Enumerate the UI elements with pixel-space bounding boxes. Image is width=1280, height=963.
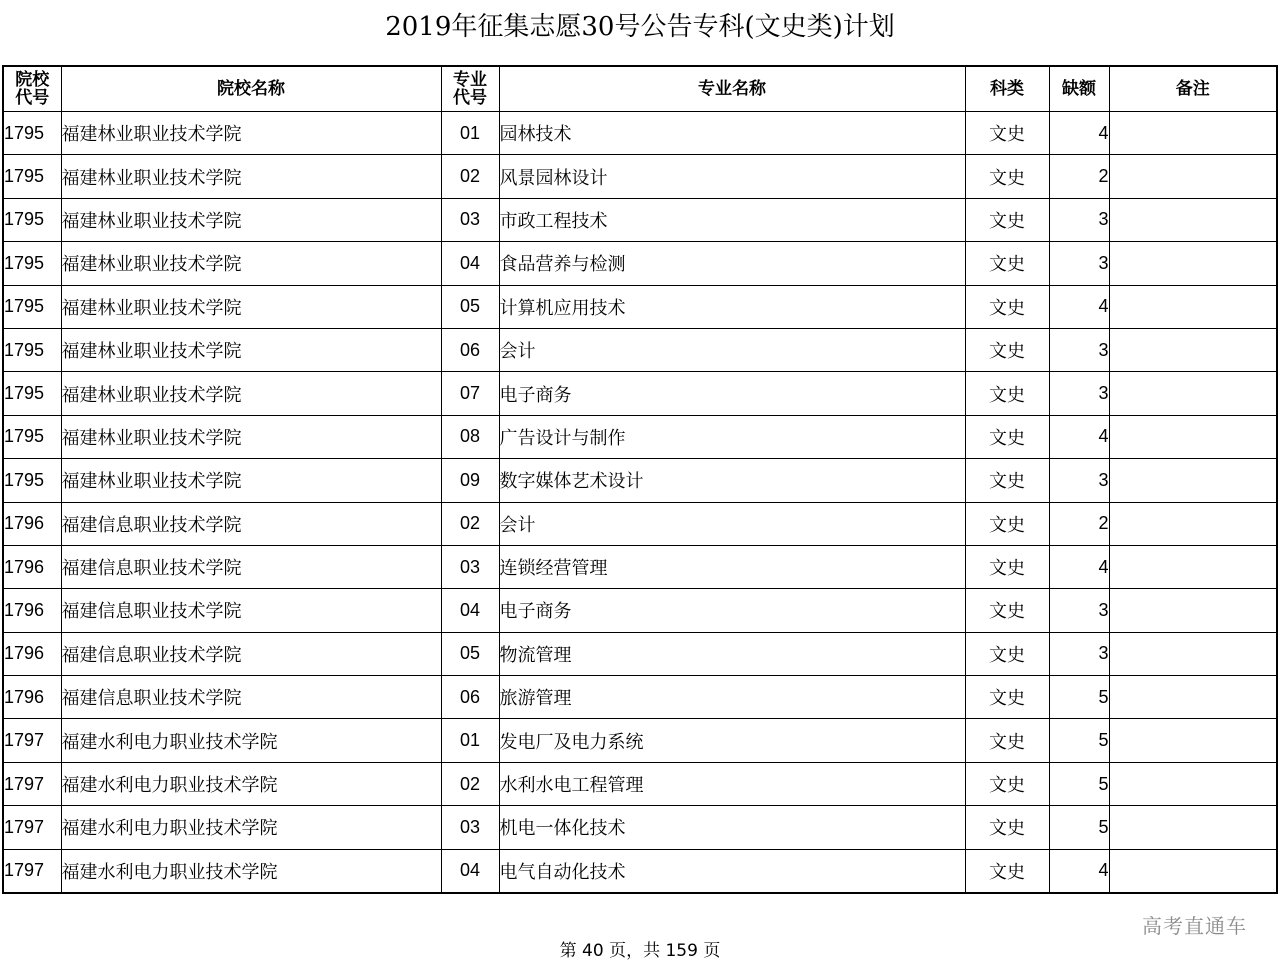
cell-major-name: 广告设计与制作 [499, 415, 965, 458]
cell-note [1109, 155, 1277, 198]
cell-school-name: 福建信息职业技术学院 [61, 545, 441, 588]
cell-major-name: 水利水电工程管理 [499, 762, 965, 805]
cell-school-name: 福建林业职业技术学院 [61, 242, 441, 285]
cell-major-name: 机电一体化技术 [499, 806, 965, 849]
cell-major-code: 06 [441, 676, 499, 719]
cell-quota: 5 [1049, 806, 1109, 849]
cell-subject: 文史 [965, 849, 1049, 893]
table-row [3, 372, 1277, 415]
cell-quota: 3 [1049, 328, 1109, 371]
header-major-code [441, 66, 499, 112]
table-row [3, 242, 1277, 285]
cell-major-code: 05 [441, 632, 499, 675]
cell-quota: 5 [1049, 676, 1109, 719]
cell-subject: 文史 [965, 328, 1049, 371]
header-major-code-line2: 代号 [453, 88, 487, 108]
cell-subject: 文史 [965, 719, 1049, 762]
cell-subject: 文史 [965, 242, 1049, 285]
cell-major-name: 电子商务 [499, 589, 965, 632]
cell-note [1109, 806, 1277, 849]
cell-quota: 2 [1049, 502, 1109, 545]
cell-school-code: 1795 [3, 198, 61, 241]
cell-subject: 文史 [965, 676, 1049, 719]
cell-major-name: 会计 [499, 502, 965, 545]
cell-school-name: 福建水利电力职业技术学院 [61, 849, 441, 893]
cell-subject: 文史 [965, 415, 1049, 458]
cell-school-name: 福建信息职业技术学院 [61, 632, 441, 675]
cell-subject: 文史 [965, 632, 1049, 675]
enrollment-plan-table [2, 65, 1278, 894]
header-major-code-line1: 专业 [453, 70, 487, 90]
cell-major-code: 09 [441, 459, 499, 502]
cell-note [1109, 545, 1277, 588]
cell-subject: 文史 [965, 806, 1049, 849]
cell-major-name: 电子商务 [499, 372, 965, 415]
cell-school-code: 1795 [3, 415, 61, 458]
cell-major-code: 02 [441, 155, 499, 198]
cell-school-name: 福建林业职业技术学院 [61, 415, 441, 458]
cell-major-name: 食品营养与检测 [499, 242, 965, 285]
cell-quota: 3 [1049, 589, 1109, 632]
cell-major-name: 市政工程技术 [499, 198, 965, 241]
cell-quota: 3 [1049, 242, 1109, 285]
header-school-code-line1: 院校 [15, 70, 50, 90]
cell-school-name: 福建水利电力职业技术学院 [61, 762, 441, 805]
cell-note [1109, 762, 1277, 805]
cell-quota: 3 [1049, 372, 1109, 415]
table-row [3, 112, 1277, 155]
cell-quota: 4 [1049, 285, 1109, 328]
cell-school-name: 福建林业职业技术学院 [61, 155, 441, 198]
cell-subject: 文史 [965, 155, 1049, 198]
cell-school-code: 1796 [3, 502, 61, 545]
cell-major-code: 04 [441, 589, 499, 632]
cell-school-code: 1795 [3, 155, 61, 198]
cell-major-code: 01 [441, 719, 499, 762]
cell-school-name: 福建信息职业技术学院 [61, 589, 441, 632]
cell-quota: 5 [1049, 762, 1109, 805]
cell-subject: 文史 [965, 545, 1049, 588]
table-row [3, 676, 1277, 719]
header-subject: 科类 [965, 66, 1049, 112]
cell-school-name: 福建林业职业技术学院 [61, 112, 441, 155]
cell-subject: 文史 [965, 285, 1049, 328]
cell-school-code: 1795 [3, 112, 61, 155]
table-row [3, 415, 1277, 458]
cell-note [1109, 719, 1277, 762]
cell-school-name: 福建林业职业技术学院 [61, 328, 441, 371]
cell-note [1109, 459, 1277, 502]
cell-school-code: 1797 [3, 719, 61, 762]
cell-major-name: 电气自动化技术 [499, 849, 965, 893]
table-row [3, 719, 1277, 762]
cell-note [1109, 112, 1277, 155]
cell-major-name: 发电厂及电力系统 [499, 719, 965, 762]
page-title: 2019年征集志愿30号公告专科(文史类)计划 [385, 12, 895, 42]
table-header [3, 66, 1277, 112]
header-note: 备注 [1109, 66, 1277, 112]
cell-major-name: 风景园林设计 [499, 155, 965, 198]
cell-note [1109, 415, 1277, 458]
cell-quota: 3 [1049, 198, 1109, 241]
cell-major-code: 05 [441, 285, 499, 328]
table-row [3, 459, 1277, 502]
cell-major-code: 04 [441, 242, 499, 285]
cell-major-code: 06 [441, 328, 499, 371]
cell-quota: 3 [1049, 459, 1109, 502]
cell-school-code: 1795 [3, 372, 61, 415]
header-major-name: 专业名称 [499, 66, 965, 112]
cell-note [1109, 198, 1277, 241]
cell-quota: 2 [1049, 155, 1109, 198]
cell-major-name: 会计 [499, 328, 965, 371]
cell-school-code: 1795 [3, 242, 61, 285]
table-row [3, 502, 1277, 545]
cell-school-name: 福建林业职业技术学院 [61, 459, 441, 502]
cell-quota: 4 [1049, 415, 1109, 458]
header-quota: 缺额 [1049, 66, 1109, 112]
cell-school-code: 1795 [3, 459, 61, 502]
cell-school-code: 1795 [3, 285, 61, 328]
cell-school-code: 1796 [3, 676, 61, 719]
cell-major-code: 01 [441, 112, 499, 155]
table-body [3, 112, 1277, 894]
cell-school-code: 1797 [3, 849, 61, 893]
cell-school-code: 1796 [3, 589, 61, 632]
cell-quota: 5 [1049, 719, 1109, 762]
cell-quota: 4 [1049, 112, 1109, 155]
cell-school-name: 福建信息职业技术学院 [61, 502, 441, 545]
watermark-text: 高考直通车 [1142, 914, 1247, 938]
cell-note [1109, 632, 1277, 675]
header-school-name: 院校名称 [61, 66, 441, 112]
cell-quota: 4 [1049, 849, 1109, 893]
cell-school-name: 福建林业职业技术学院 [61, 285, 441, 328]
cell-major-code: 03 [441, 545, 499, 588]
header-row [3, 66, 1277, 112]
cell-school-name: 福建林业职业技术学院 [61, 372, 441, 415]
cell-school-name: 福建水利电力职业技术学院 [61, 806, 441, 849]
cell-note [1109, 242, 1277, 285]
cell-major-name: 旅游管理 [499, 676, 965, 719]
cell-subject: 文史 [965, 502, 1049, 545]
cell-school-code: 1796 [3, 545, 61, 588]
table-row [3, 328, 1277, 371]
cell-school-code: 1797 [3, 762, 61, 805]
cell-school-name: 福建林业职业技术学院 [61, 198, 441, 241]
cell-major-name: 连锁经营管理 [499, 545, 965, 588]
table-row [3, 762, 1277, 805]
table-row [3, 806, 1277, 849]
cell-note [1109, 676, 1277, 719]
cell-major-name: 数字媒体艺术设计 [499, 459, 965, 502]
cell-note [1109, 849, 1277, 893]
cell-major-name: 园林技术 [499, 112, 965, 155]
cell-major-code: 03 [441, 198, 499, 241]
table-row [3, 155, 1277, 198]
cell-major-code: 02 [441, 502, 499, 545]
cell-school-code: 1795 [3, 328, 61, 371]
cell-major-code: 04 [441, 849, 499, 893]
cell-school-code: 1797 [3, 806, 61, 849]
header-school-code-line2: 代号 [15, 88, 50, 108]
page-footer: 第 40 页，共 159 页 [559, 941, 721, 961]
cell-major-name: 计算机应用技术 [499, 285, 965, 328]
cell-major-code: 03 [441, 806, 499, 849]
table-row [3, 632, 1277, 675]
cell-subject: 文史 [965, 459, 1049, 502]
cell-school-name: 福建信息职业技术学院 [61, 676, 441, 719]
cell-note [1109, 372, 1277, 415]
cell-major-code: 08 [441, 415, 499, 458]
cell-quota: 4 [1049, 545, 1109, 588]
cell-school-name: 福建水利电力职业技术学院 [61, 719, 441, 762]
cell-note [1109, 502, 1277, 545]
cell-school-code: 1796 [3, 632, 61, 675]
table-row [3, 285, 1277, 328]
cell-major-code: 02 [441, 762, 499, 805]
cell-subject: 文史 [965, 112, 1049, 155]
cell-quota: 3 [1049, 632, 1109, 675]
cell-major-code: 07 [441, 372, 499, 415]
cell-subject: 文史 [965, 762, 1049, 805]
table-row [3, 849, 1277, 893]
table-row [3, 198, 1277, 241]
cell-note [1109, 285, 1277, 328]
cell-subject: 文史 [965, 198, 1049, 241]
table-row [3, 589, 1277, 632]
cell-major-name: 物流管理 [499, 632, 965, 675]
cell-subject: 文史 [965, 589, 1049, 632]
cell-note [1109, 328, 1277, 371]
cell-subject: 文史 [965, 372, 1049, 415]
table-row [3, 545, 1277, 588]
header-school-code [3, 66, 61, 112]
cell-note [1109, 589, 1277, 632]
